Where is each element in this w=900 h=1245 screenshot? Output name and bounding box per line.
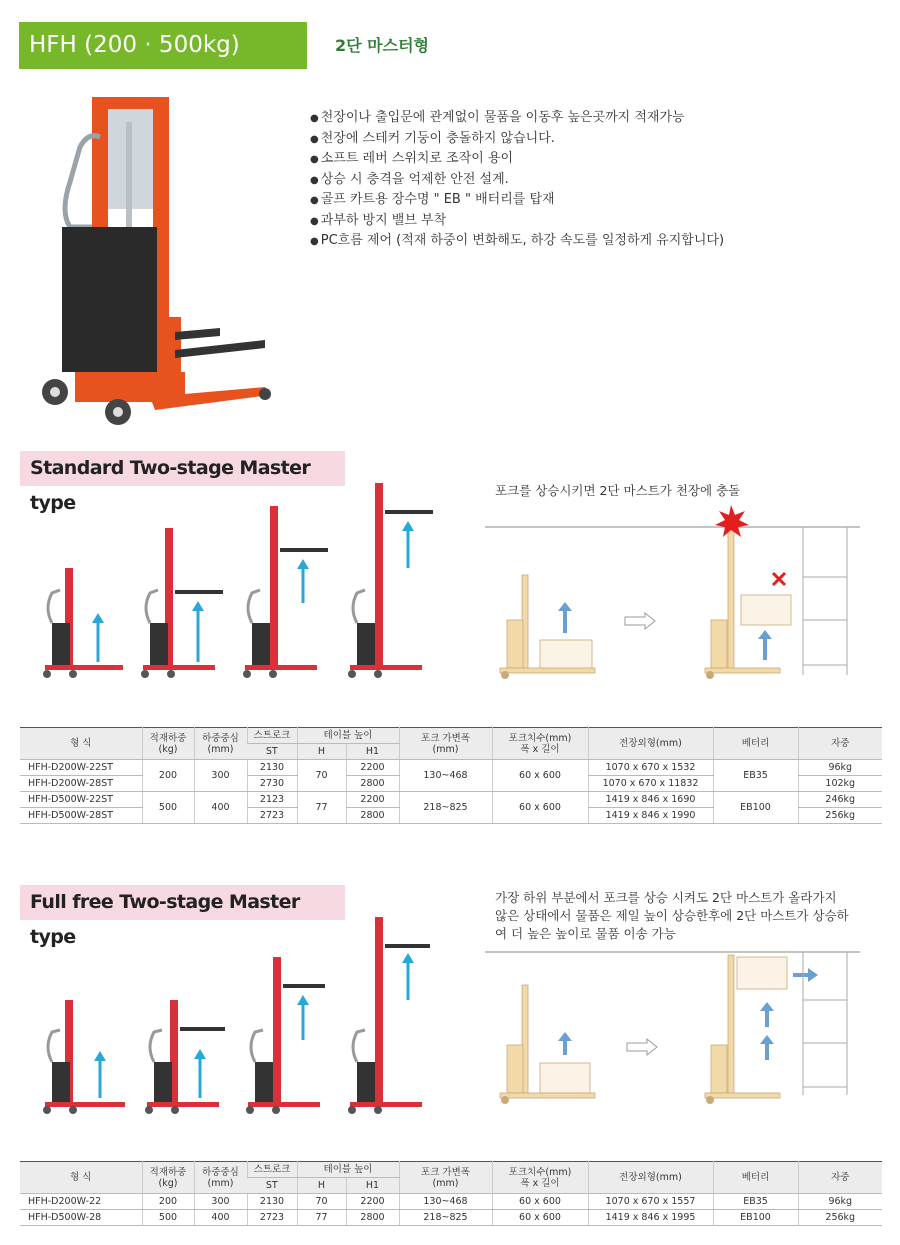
diagram-transition-arrow [627,1039,657,1055]
diagram-stacker-right [705,955,818,1104]
product-subtitle: 2단 마스터형 [335,36,429,55]
cell-h: 77 [297,792,346,824]
cell-fork-size: 60 x 600 [492,760,588,792]
col-header-h: H [297,744,346,760]
cell-h1: 2200 [346,1194,399,1210]
cell-fork-size: 60 x 600 [492,1210,588,1226]
blocked-x-icon [773,573,785,585]
col-header-overall: 전장외형(mm) [588,728,713,760]
cell-h1: 2800 [346,1210,399,1226]
cell-stroke: 2723 [247,808,297,824]
col-header-weight: 자중 [798,728,882,760]
col-header-stroke: 스트로크 [247,728,297,744]
fullfree-note [495,889,849,943]
feature-item: ● PC흐름 제어 (적재 하중이 변화해도, 하강 속도를 일정하게 유지합니다) [310,231,724,252]
standard-stacker-sequence [30,478,450,683]
feature-item: ● 소프트 레버 스위치로 조작이 용이 [310,149,724,170]
cell-model: HFH-D500W-28ST [20,808,142,824]
cell-battery: EB35 [713,760,798,792]
col-header-table-height: 테이블 높이 [297,728,399,744]
col-header-weight: 자중 [798,1162,882,1194]
standard-section-title: Standard Two-stage Master type [20,451,345,486]
standard-stacker-1 [43,568,123,678]
col-header-fork-width: 포크 가변폭 (mm) [399,1162,492,1194]
feature-item: ● 천장이나 출입문에 관계없이 물품을 이동후 높은곳까지 적재가능 [310,108,724,129]
fork-lower [175,340,265,358]
fullfree-note-line: 가장 하위 부분에서 포크를 상승 시켜도 2단 마스트가 올라가지 [495,890,837,905]
cell-h1: 2200 [346,760,399,776]
cell-stroke: 2130 [247,760,297,776]
cell-h1: 2200 [346,792,399,808]
col-header-fork-width: 포크 가변폭 (mm) [399,728,492,760]
cell-battery: EB35 [713,1194,798,1210]
cell-capacity: 200 [142,760,194,792]
cell-model: HFH-D200W-28ST [20,776,142,792]
cell-fork-size: 60 x 600 [492,792,588,824]
fullfree-note-line: 않은 상태에서 물품은 제일 높이 상승한후에 2단 마스트가 상승하 [495,908,849,923]
cell-overall: 1419 x 846 x 1690 [588,792,713,808]
cell-overall: 1419 x 846 x 1995 [588,1210,713,1226]
cell-overall: 1419 x 846 x 1990 [588,808,713,824]
col-header-table-height: 테이블 높이 [297,1162,399,1178]
col-header-st: ST [247,1178,297,1194]
cell-fork-width: 218~825 [399,792,492,824]
cell-fork-width: 130~468 [399,760,492,792]
col-header-capacity: 적재하중 (kg) [142,1162,194,1194]
fullfree-spec-table [20,1161,882,1226]
cell-center: 300 [194,760,247,792]
col-header-center: 하중중심 (mm) [194,728,247,760]
standard-stacker-4 [348,483,433,678]
cell-stroke: 2123 [247,792,297,808]
fullfree-stacker-3 [246,957,325,1114]
fullfree-section-title: Full free Two-stage Master type [20,885,345,920]
col-header-h: H [297,1178,346,1194]
cell-weight: 102kg [798,776,882,792]
col-header-st: ST [247,744,297,760]
cell-fork-size: 60 x 600 [492,1194,588,1210]
cell-h1: 2800 [346,776,399,792]
cell-h: 77 [297,1210,346,1226]
cell-h1: 2800 [346,808,399,824]
col-header-center: 하중중심 (mm) [194,1162,247,1194]
diagram-shelf [803,527,847,675]
table-row [20,792,882,808]
col-header-battery: 베터리 [713,1162,798,1194]
standard-note: 포크를 상승시키면 2단 마스트가 천장에 충돌 [495,483,741,498]
feature-item: ● 과부하 방지 밸브 부착 [310,211,724,232]
fullfree-stacker-1 [43,1000,125,1114]
cell-capacity: 200 [142,1194,194,1210]
diagram-stacker-left [500,575,595,679]
fullfree-stacker-4 [348,917,430,1114]
cell-stroke: 2723 [247,1210,297,1226]
standard-spec-table [20,727,882,824]
col-header-model: 형 식 [20,728,142,760]
cell-stroke: 2130 [247,1194,297,1210]
cell-h: 70 [297,1194,346,1210]
fullfree-note-line: 여 더 높은 높이로 물품 이송 가능 [495,926,676,941]
cell-battery: EB100 [713,792,798,824]
battery-box [62,227,157,372]
cell-capacity: 500 [142,792,194,824]
cell-model: HFH-D500W-28 [20,1210,142,1226]
col-header-h1: H1 [346,1178,399,1194]
col-header-stroke: 스트로크 [247,1162,297,1178]
cell-model: HFH-D200W-22 [20,1194,142,1210]
col-header-battery: 베터리 [713,728,798,760]
col-header-h1: H1 [346,744,399,760]
product-title: HFH (200 · 500kg) [19,22,307,69]
stacker-photo [30,92,280,432]
cell-center: 300 [194,1194,247,1210]
cell-fork-width: 218~825 [399,1210,492,1226]
cell-center: 400 [194,1210,247,1226]
col-header-model: 형 식 [20,1162,142,1194]
standard-ceiling-diagram [485,505,865,685]
cell-model: HFH-D200W-22ST [20,760,142,776]
col-header-capacity: 적재하중 (kg) [142,728,194,760]
cell-weight: 256kg [798,1210,882,1226]
standard-stacker-2 [141,528,223,678]
fullfree-stacker-sequence [30,912,450,1117]
cell-fork-width: 130~468 [399,1194,492,1210]
cell-overall: 1070 x 670 x 1532 [588,760,713,776]
feature-item: ● 상승 시 충격을 억제한 안전 설계. [310,170,724,191]
cell-center: 400 [194,792,247,824]
cell-weight: 256kg [798,808,882,824]
cell-stroke: 2730 [247,776,297,792]
diagram-transition-arrow [625,613,655,629]
feature-item: ● 천장에 스테커 기둥이 충돌하지 않습니다. [310,129,724,150]
col-header-fork-size: 포크치수(mm) 폭 x 길이 [492,728,588,760]
cell-overall: 1070 x 670 x 11832 [588,776,713,792]
table-row [20,1194,882,1210]
cell-model: HFH-D500W-22ST [20,792,142,808]
fullfree-stacker-2 [145,1000,225,1114]
cell-weight: 246kg [798,792,882,808]
diagram-stacker-right [705,505,791,679]
col-header-fork-size: 포크치수(mm) 폭 x 길이 [492,1162,588,1194]
cell-capacity: 500 [142,1210,194,1226]
cell-battery: EB100 [713,1210,798,1226]
feature-list [310,108,724,252]
cell-weight: 96kg [798,1194,882,1210]
table-row [20,760,882,776]
standard-stacker-3 [243,506,328,678]
table-row [20,1210,882,1226]
feature-item: ● 골프 카트용 장수명 " EB " 배터리를 탑재 [310,190,724,211]
diagram-stacker-left [500,985,595,1104]
fullfree-ceiling-diagram [485,945,865,1110]
cell-weight: 96kg [798,760,882,776]
cell-overall: 1070 x 670 x 1557 [588,1194,713,1210]
cell-h: 70 [297,760,346,792]
fork-upper [175,328,220,340]
col-header-overall: 전장외형(mm) [588,1162,713,1194]
